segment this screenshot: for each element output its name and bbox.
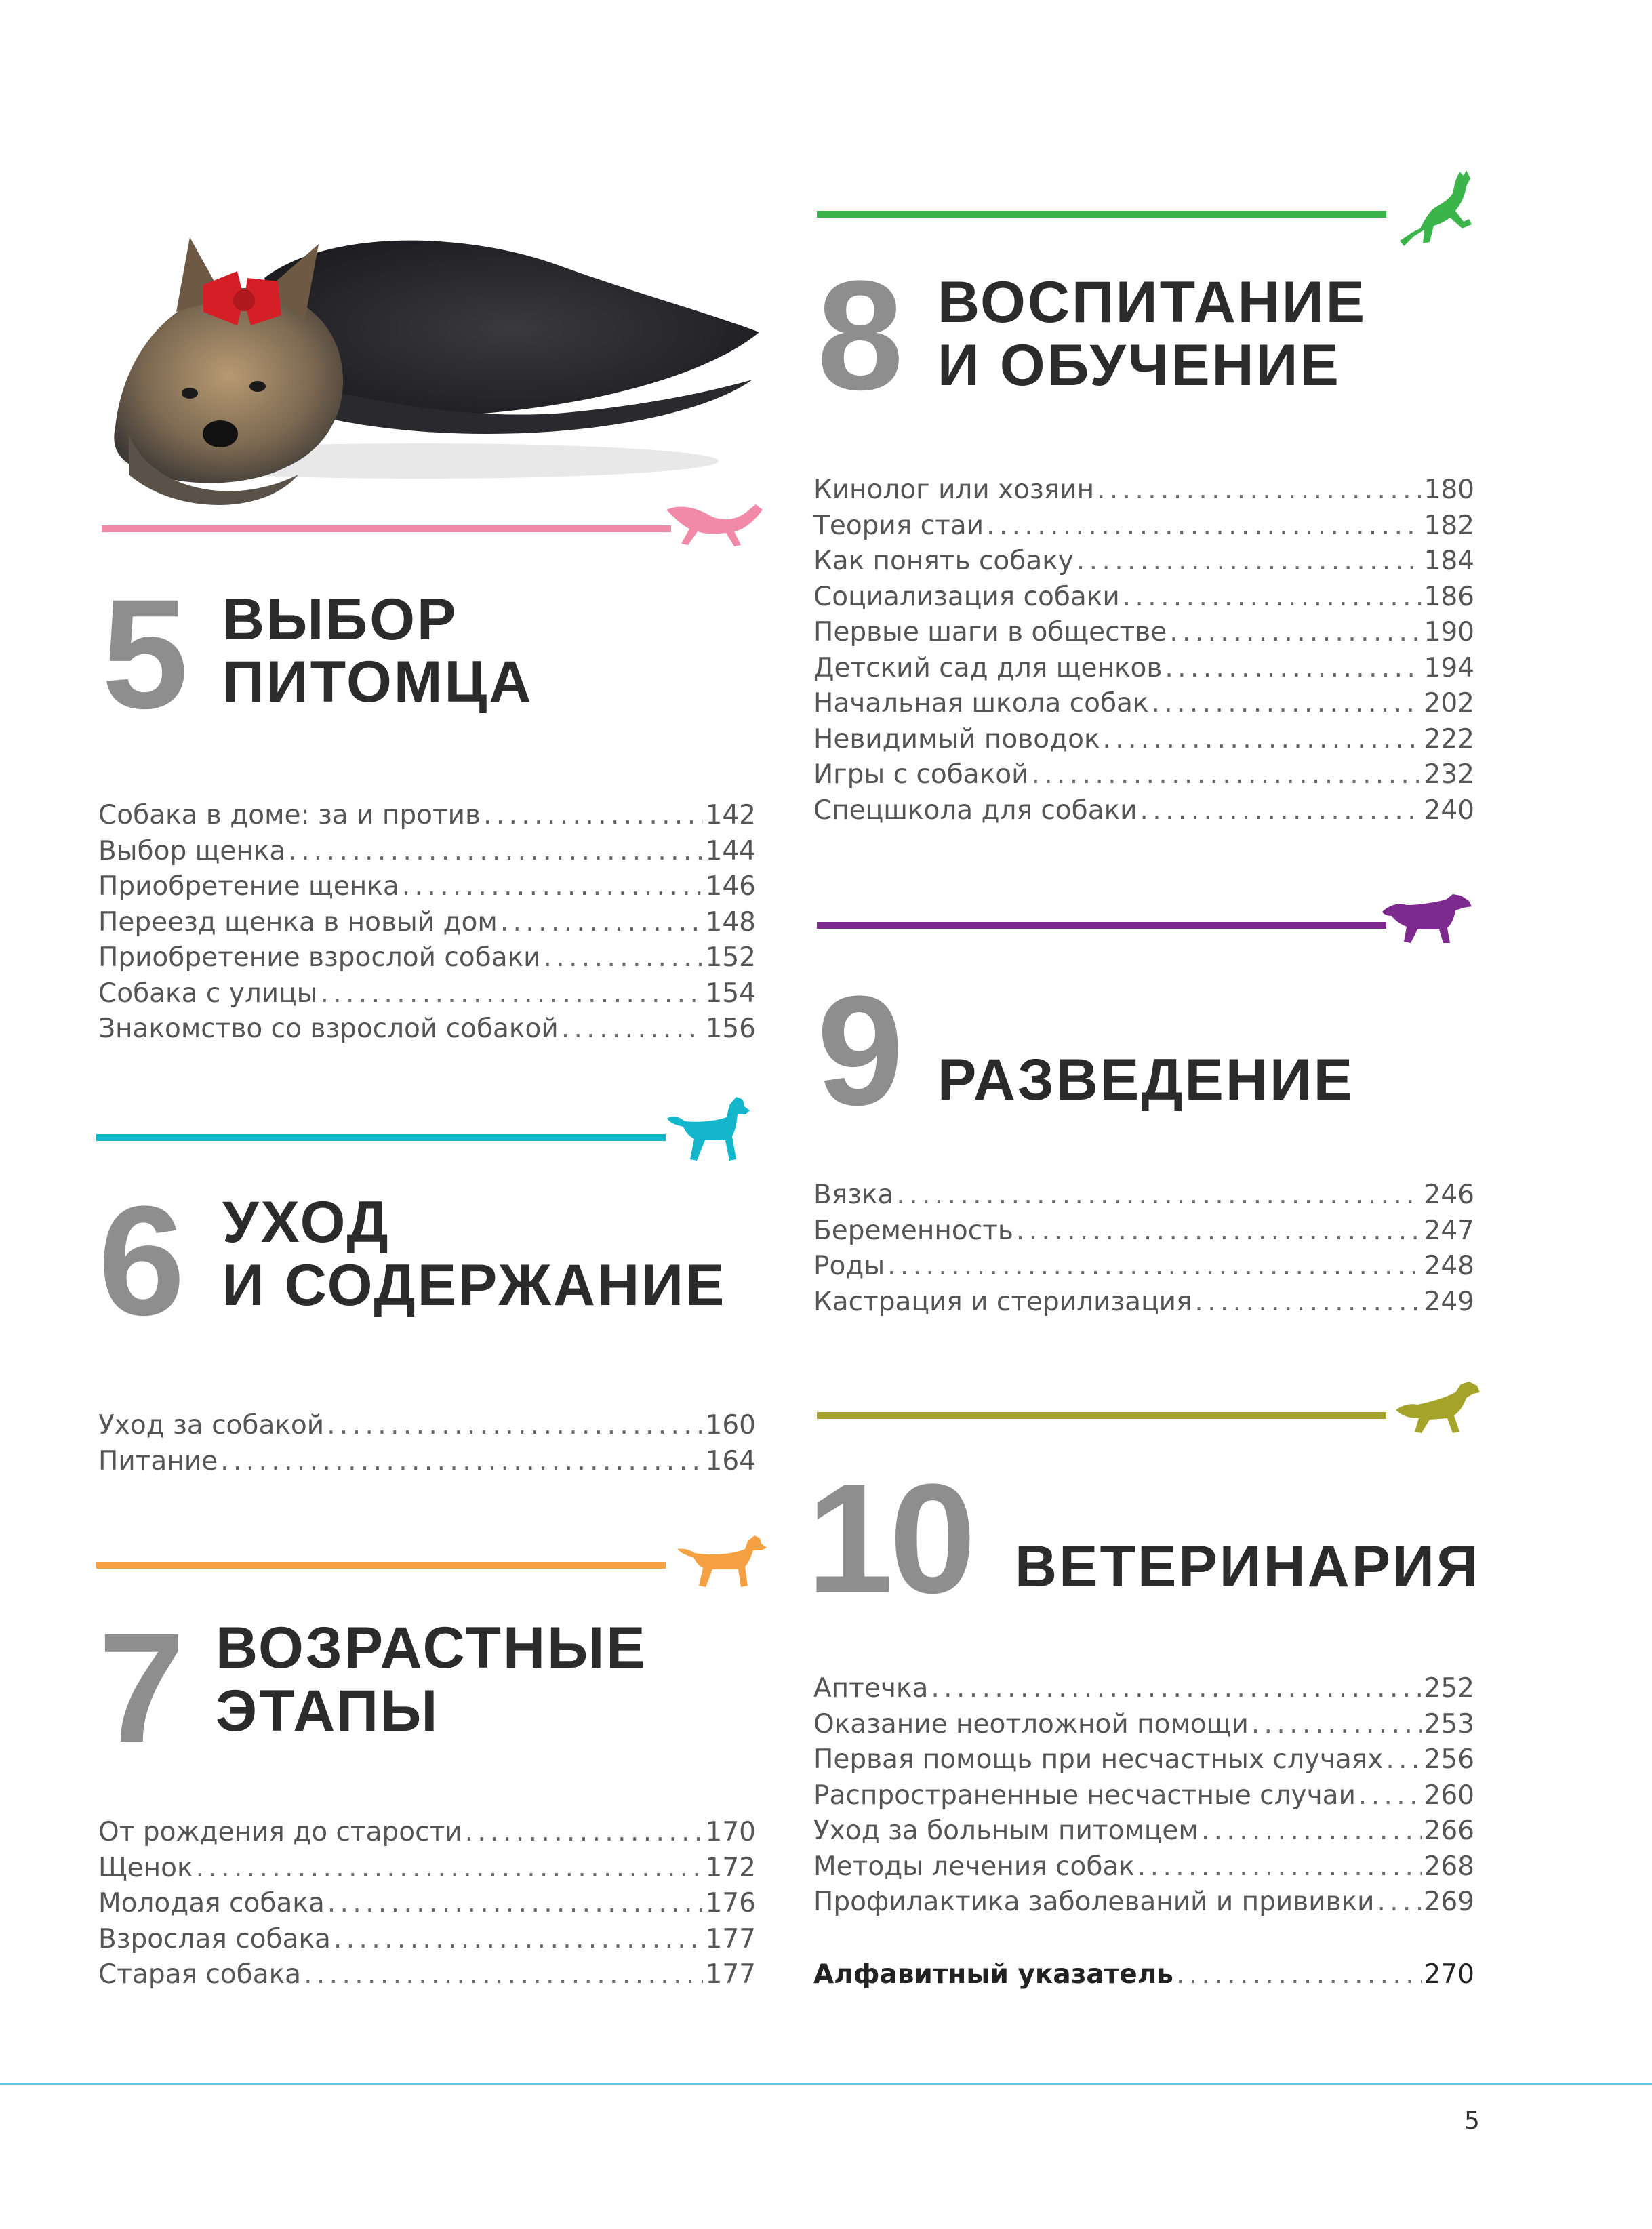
- index-toc: [813, 1959, 1474, 1995]
- section-6-title-line1: УХОД: [222, 1190, 390, 1255]
- toc-entry-page: 256: [1424, 1744, 1474, 1775]
- toc-entry-label: Оказание неотложной помощи: [813, 1708, 1249, 1740]
- section-6-rule: [96, 1134, 666, 1141]
- toc-entry-page: 260: [1424, 1780, 1474, 1811]
- toc-entry[interactable]: [813, 1887, 1474, 1923]
- toc-entry-label: Профилактика заболеваний и прививки: [813, 1887, 1375, 1917]
- toc-entry-label: Первая помощь при несчастных случаях: [813, 1744, 1384, 1775]
- toc-entry-page: 156: [705, 1013, 756, 1044]
- toc-entry[interactable]: [813, 475, 1474, 510]
- toc-entry[interactable]: [813, 795, 1474, 831]
- toc-entry-label: Питание: [98, 1445, 218, 1477]
- toc-entry[interactable]: [98, 1853, 756, 1889]
- toc-entry-page: 252: [1424, 1673, 1474, 1704]
- section-10-rule: [817, 1412, 1386, 1419]
- toc-entry-label: Знакомство со взрослой собакой: [98, 1013, 559, 1044]
- toc-entry-page: 240: [1424, 795, 1474, 826]
- section-8-number: 8: [817, 248, 900, 422]
- toc-entry-label: Старая собака: [98, 1959, 302, 1990]
- toc-entry-page: 202: [1424, 688, 1474, 719]
- toc-entry[interactable]: [813, 653, 1474, 689]
- toc-entry-label: Детский сад для щенков: [813, 652, 1163, 683]
- toc-entry-page: 146: [705, 871, 756, 902]
- toc-entry-page: 142: [705, 800, 756, 830]
- toc-entry[interactable]: [813, 1851, 1474, 1887]
- crouching-dog-icon: [1393, 1369, 1481, 1437]
- toc-dot-leader: [288, 836, 702, 866]
- section-9-number: 9: [817, 963, 900, 1138]
- toc-entry-label: Молодая собака: [98, 1888, 325, 1919]
- toc-dot-leader: [1176, 1959, 1422, 1990]
- toc-dot-leader: [1076, 546, 1422, 576]
- toc-dot-leader: [402, 871, 703, 902]
- toc-dot-leader: [1358, 1780, 1422, 1811]
- toc-entry[interactable]: [98, 1410, 756, 1446]
- toc-dot-leader: [483, 800, 703, 830]
- toc-entry-label: Распространенные несчастные случаи: [813, 1780, 1356, 1811]
- toc-entry-page: 182: [1424, 510, 1474, 541]
- toc-dot-leader: [1194, 1287, 1421, 1317]
- toc-entry-page: 190: [1424, 617, 1474, 647]
- toc-dot-leader: [561, 1013, 703, 1044]
- toc-entry-label: Кастрация и стерилизация: [813, 1286, 1192, 1317]
- toc-dot-leader: [334, 1924, 703, 1954]
- toc-dot-leader: [1377, 1887, 1421, 1917]
- toc-entry-label: Невидимый поводок: [813, 723, 1100, 755]
- toc-entry-label: От рождения до старости: [98, 1817, 462, 1847]
- section-5-rule: [102, 525, 671, 532]
- toc-dot-leader: [327, 1410, 702, 1441]
- toc-entry-label: Спецшкола для собаки: [813, 795, 1137, 826]
- toc-entry-page: 172: [705, 1852, 756, 1883]
- toc-dot-leader: [1251, 1709, 1422, 1740]
- section-8-title-line1: ВОСПИТАНИЕ: [938, 270, 1367, 335]
- section-5-title-line1: ВЫБОР: [222, 587, 458, 652]
- toc-entry-page: 144: [705, 835, 756, 866]
- toc-entry-page: 164: [705, 1445, 756, 1477]
- toc-entry[interactable]: [813, 1709, 1474, 1745]
- toc-entry[interactable]: [98, 871, 756, 907]
- toc-entry-page: 184: [1424, 546, 1474, 576]
- section-10-number: 10: [807, 1451, 972, 1626]
- toc-entry-page: 177: [705, 1923, 756, 1954]
- section-7-title-line2: ЭТАПЫ: [216, 1679, 440, 1744]
- toc-entry-label: Как понять собаку: [813, 546, 1074, 576]
- toc-entry-page: 194: [1424, 652, 1474, 683]
- toc-entry[interactable]: [98, 800, 756, 836]
- section-5-number: 5: [102, 567, 184, 741]
- toc-entry-label: Роды: [813, 1251, 885, 1281]
- toc-dot-leader: [1140, 795, 1422, 826]
- toc-dot-leader: [896, 1180, 1421, 1210]
- sniffing-dog-icon: [1379, 885, 1474, 946]
- toc-entry-page: 247: [1424, 1215, 1474, 1246]
- toc-entry[interactable]: [813, 1673, 1474, 1709]
- toc-entry-page: 148: [705, 906, 756, 938]
- toc-entry-page: 176: [705, 1888, 756, 1919]
- toc-entry-label: Выбор щенка: [98, 835, 286, 866]
- toc-dot-leader: [1016, 1216, 1422, 1246]
- toc-entry-page: 249: [1424, 1286, 1474, 1317]
- standing-dog-icon: [664, 1091, 752, 1166]
- toc-entry-label: Кинолог или хозяин: [813, 475, 1095, 505]
- toc-entry-label: Уход за больным питомцем: [813, 1815, 1198, 1846]
- toc-dot-leader: [500, 907, 703, 938]
- toc-dot-leader: [1103, 724, 1422, 755]
- toc-entry-label: Взрослая собака: [98, 1923, 331, 1954]
- toc-entry-page: 154: [705, 978, 756, 1009]
- toc-entry[interactable]: [813, 759, 1474, 795]
- section-8-toc: [813, 475, 1474, 830]
- toc-entry-label: Приобретение щенка: [98, 871, 399, 902]
- section-9-toc: [813, 1180, 1474, 1322]
- section-6-number: 6: [98, 1173, 181, 1348]
- toc-entry[interactable]: [813, 1744, 1474, 1780]
- toc-dot-leader: [327, 1888, 703, 1919]
- toc-dot-leader: [1031, 759, 1421, 790]
- toc-dot-leader: [1169, 617, 1421, 647]
- section-6-title-line2: И СОДЕРЖАНИЕ: [222, 1253, 727, 1318]
- toc-entry[interactable]: [813, 688, 1474, 724]
- toc-entry-page: 268: [1424, 1851, 1474, 1882]
- toc-entry[interactable]: [813, 724, 1474, 760]
- toc-entry-page: 253: [1424, 1708, 1474, 1740]
- section-7-toc: [98, 1817, 756, 1995]
- toc-entry-label: Методы лечения собак: [813, 1851, 1135, 1882]
- toc-entry-label: Теория стаи: [813, 510, 984, 541]
- section-8-rule: [817, 211, 1386, 218]
- toc-dot-leader: [220, 1446, 702, 1477]
- toc-dot-leader: [986, 510, 1422, 541]
- toc-entry[interactable]: [98, 1817, 756, 1853]
- running-dog-icon: [661, 489, 769, 550]
- toc-entry-label: Собака с улицы: [98, 978, 318, 1009]
- toc-entry[interactable]: [98, 1013, 756, 1049]
- toc-entry[interactable]: [98, 1446, 756, 1482]
- section-7-rule: [96, 1562, 666, 1569]
- toc-entry-page: 270: [1424, 1959, 1474, 1990]
- toc-dot-leader: [304, 1959, 702, 1990]
- toc-entry-label: Первые шаги в обществе: [813, 617, 1167, 647]
- toc-entry-label: Щенок: [98, 1852, 193, 1883]
- toc-entry-label: Социализация собаки: [813, 581, 1120, 612]
- toc-entry-index[interactable]: [813, 1959, 1474, 1995]
- toc-dot-leader: [931, 1673, 1421, 1704]
- toc-entry-label: Вязка: [813, 1180, 894, 1210]
- toc-dot-leader: [1151, 688, 1421, 719]
- toc-entry-page: 170: [705, 1817, 756, 1847]
- section-9-rule: [817, 922, 1386, 929]
- section-5-toc: [98, 800, 756, 1049]
- section-10-toc: [813, 1673, 1474, 1923]
- toc-dot-leader: [1097, 475, 1421, 505]
- toc-entry[interactable]: [813, 1815, 1474, 1851]
- toc-entry[interactable]: [813, 546, 1474, 582]
- toc-entry-label: Собака в доме: за и против: [98, 800, 481, 830]
- toc-entry-label: Приобретение взрослой собаки: [98, 942, 541, 973]
- dog-photo: [41, 108, 773, 515]
- toc-entry-page: 180: [1424, 475, 1474, 505]
- toc-entry-label: Начальная школа собак: [813, 688, 1149, 719]
- toc-dot-leader: [1137, 1851, 1422, 1882]
- toc-dot-leader: [465, 1817, 703, 1847]
- toc-entry[interactable]: [813, 510, 1474, 546]
- toc-entry-page: 246: [1424, 1180, 1474, 1210]
- toc-dot-leader: [544, 942, 703, 973]
- toc-entry-page: 160: [705, 1410, 756, 1441]
- toc-entry-page: 248: [1424, 1251, 1474, 1281]
- page-number: 5: [1464, 2107, 1480, 2135]
- section-5-title-line2: ПИТОМЦА: [222, 649, 533, 715]
- toc-entry[interactable]: [813, 1780, 1474, 1816]
- toc-entry[interactable]: [98, 1888, 756, 1924]
- toc-entry[interactable]: [813, 1180, 1474, 1216]
- footer-rule: [0, 2083, 1652, 2085]
- toc-entry-page: 232: [1424, 759, 1474, 790]
- toc-entry[interactable]: [98, 942, 756, 978]
- section-6-toc: [98, 1410, 756, 1481]
- jumping-dog-icon: [1393, 166, 1474, 251]
- toc-entry[interactable]: [813, 1287, 1474, 1323]
- toc-entry-page: 269: [1424, 1887, 1474, 1917]
- toc-entry-label: Беременность: [813, 1215, 1013, 1246]
- toc-entry[interactable]: [813, 617, 1474, 653]
- toc-entry-page: 152: [705, 942, 756, 973]
- section-7-number: 7: [98, 1601, 181, 1775]
- toc-dot-leader: [196, 1853, 703, 1883]
- toc-entry[interactable]: [813, 1216, 1474, 1251]
- section-8-title-line2: И ОБУЧЕНИЕ: [938, 333, 1341, 398]
- toc-entry[interactable]: [98, 907, 756, 943]
- toc-entry-page: 222: [1424, 723, 1474, 755]
- toc-dot-leader: [1201, 1815, 1422, 1846]
- toc-entry[interactable]: [98, 978, 756, 1014]
- toc-dot-leader: [1386, 1744, 1421, 1775]
- toc-entry-page: 177: [705, 1959, 756, 1990]
- walking-dog-icon: [674, 1529, 769, 1590]
- toc-dot-leader: [1165, 653, 1421, 683]
- section-7-title-line1: ВОЗРАСТНЫЕ: [216, 1615, 647, 1681]
- toc-entry[interactable]: [98, 1924, 756, 1960]
- toc-entry[interactable]: [98, 1959, 756, 1995]
- toc-dot-leader: [887, 1251, 1421, 1281]
- toc-entry[interactable]: [813, 582, 1474, 618]
- toc-dot-leader: [320, 978, 702, 1009]
- toc-entry-label: Игры с собакой: [813, 759, 1029, 790]
- toc-entry-label: Уход за собакой: [98, 1410, 325, 1441]
- toc-entry-page: 186: [1424, 581, 1474, 612]
- section-9-title-line1: РАЗВЕДЕНИЕ: [938, 1047, 1355, 1112]
- toc-entry-page: 266: [1424, 1815, 1474, 1846]
- toc-entry-label: Алфавитный указатель: [813, 1959, 1173, 1990]
- toc-entry-label: Переезд щенка в новый дом: [98, 906, 498, 938]
- section-10-title-line1: ВЕТЕРИНАРИЯ: [1015, 1534, 1480, 1599]
- toc-entry-label: Аптечка: [813, 1673, 929, 1704]
- toc-entry[interactable]: [813, 1251, 1474, 1287]
- toc-dot-leader: [1123, 582, 1422, 612]
- toc-entry[interactable]: [98, 836, 756, 872]
